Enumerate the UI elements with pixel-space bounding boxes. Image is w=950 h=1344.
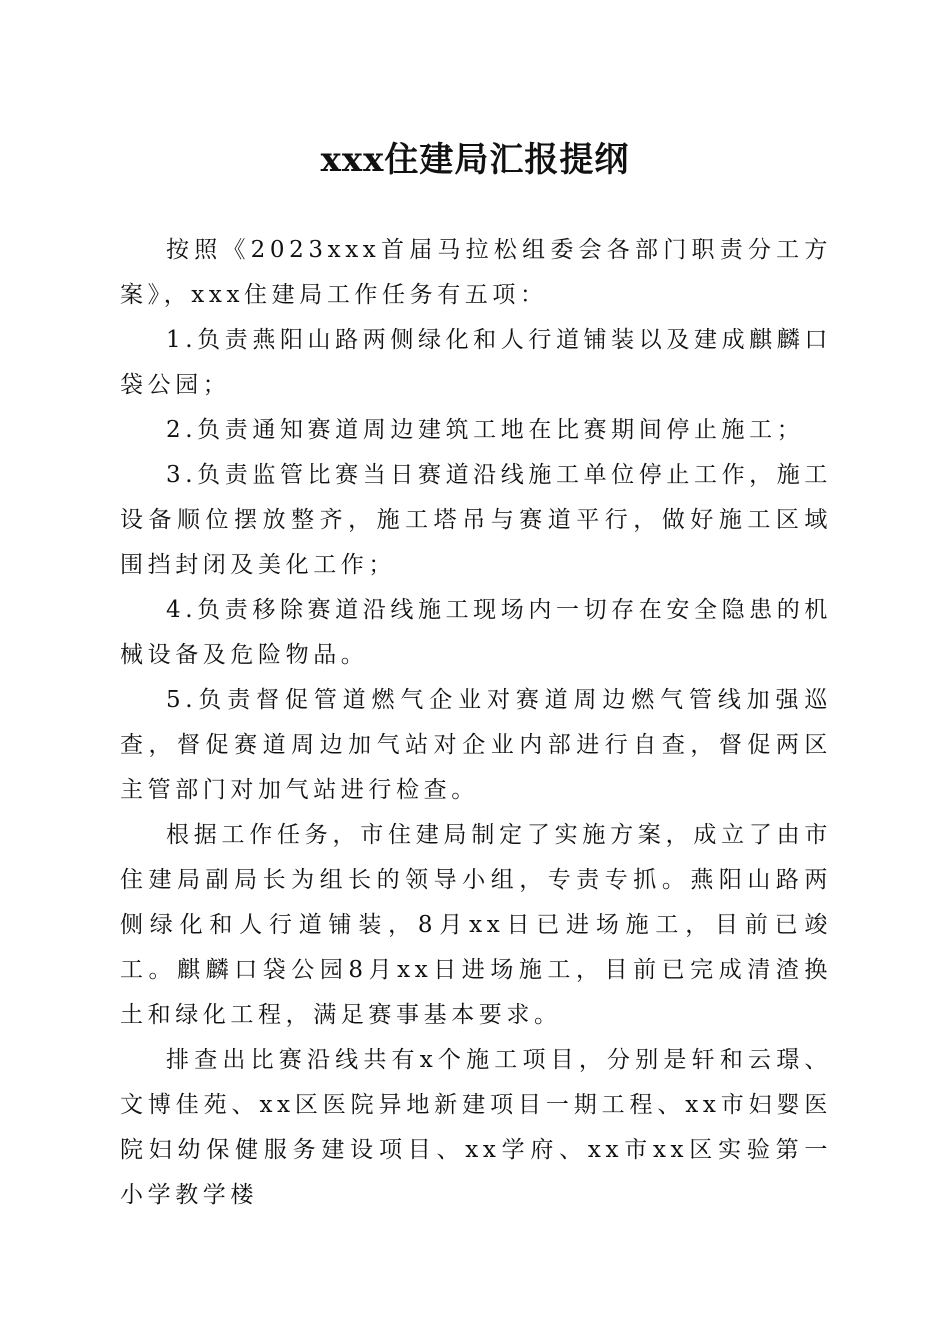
document-title: xxx住建局汇报提纲: [320, 140, 630, 180]
task-item-2: 2.负责通知赛道周边建筑工地在比赛期间停止施工；: [166, 417, 805, 443]
task-item-3: 3.负责监管比赛当日赛道沿线施工单位停止工作，施工设备顺位摆放整齐，施工塔吊与赛道平行，做好施工区域围挡封闭及美化工作；: [120, 462, 832, 578]
document-body: [120, 228, 832, 1218]
intro-paragraph: 按照《2023xxx首届马拉松组委会各部门职责分工方案》，xxx住建局工作任务有五项：: [120, 237, 832, 308]
task-item-4: 4.负责移除赛道沿线施工现场内一切存在安全隐患的机械设备及危险物品。: [120, 597, 832, 668]
task-item-1: 1.负责燕阳山路两侧绿化和人行道铺装以及建成麒麟口袋公园；: [120, 327, 832, 398]
survey-paragraph: 排查出比赛沿线共有x个施工项目，分别是轩和云璟、文博佳苑、xx区医院异地新建项目一期工程、xx市妇婴医院妇幼保健服务建设项目、xx学府、xx市xx区实验第一小学教学楼: [120, 1047, 832, 1208]
task-item-5: 5.负责督促管道燃气企业对赛道周边燃气管线加强巡查，督促赛道周边加气站对企业内部进行自查，督促两区主管部门对加气站进行检查。: [120, 687, 832, 803]
progress-paragraph: 根据工作任务，市住建局制定了实施方案，成立了由市住建局副局长为组长的领导小组，专责专抓。燕阳山路两侧绿化和人行道铺装，8月xx日已进场施工，目前已竣工。麒麟口袋公园8月xx日进场施工，目前已完成清渣换土和绿化工程，满足赛事基本要求。: [120, 822, 832, 1028]
